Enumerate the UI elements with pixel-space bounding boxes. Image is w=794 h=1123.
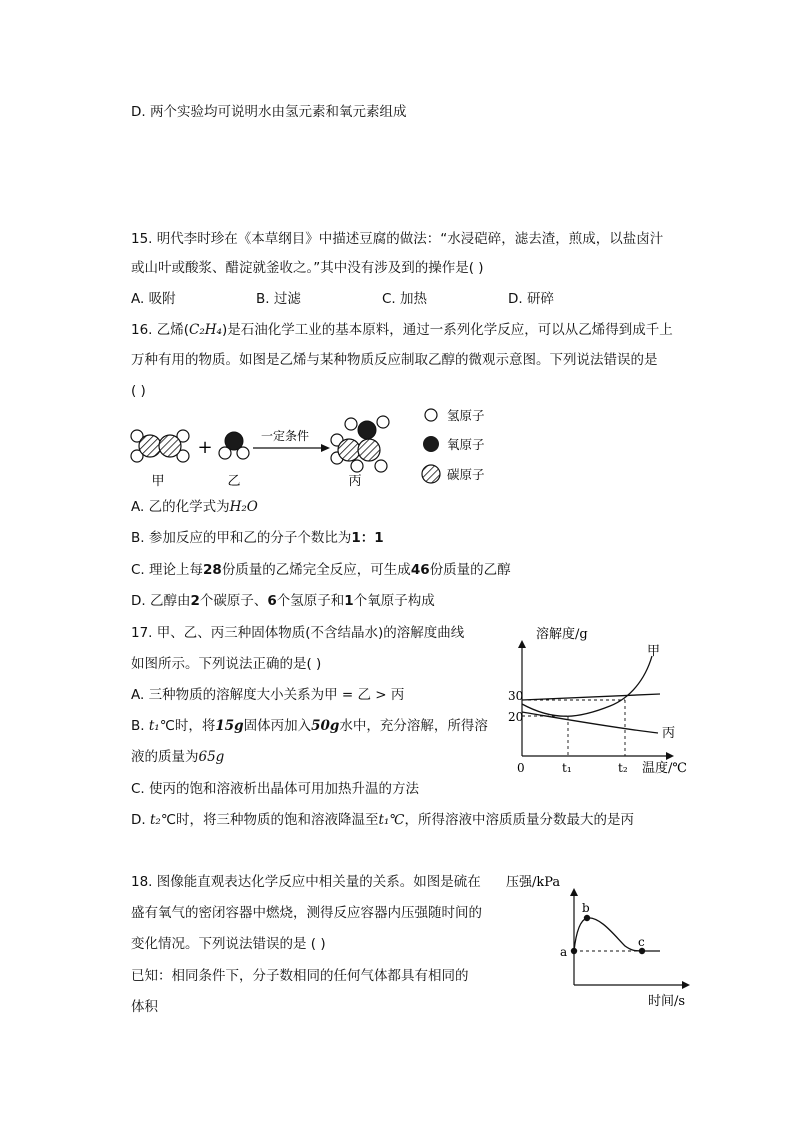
molecule-ethylene [131, 430, 189, 462]
q17-curve-yi [522, 694, 660, 700]
q18-label-b: b [582, 901, 590, 915]
legend [422, 408, 485, 483]
q18-label-c: c [638, 935, 645, 949]
q16-option-a-text: A. 乙的化学式为 [131, 499, 230, 515]
q17-option-b-part3: 水中，充分溶解，所得溶 [339, 718, 488, 734]
label-jia: 甲 [151, 474, 165, 489]
legend-hydrogen: 氢原子 [447, 408, 485, 423]
q17-option-a: A. 三种物质的溶解度大小关系为甲 = 乙 > 丙 [131, 687, 405, 703]
q15-option-b: B. 过滤 [256, 291, 301, 307]
q17-tick-t1: t₁ [562, 761, 572, 775]
q17-option-d-part1: ℃时，将三种物质的饱和溶液降温至 [160, 812, 379, 828]
q16-option-d-part4: 个氧原子构成 [353, 593, 435, 609]
q16-stem-suffix: )是石油化学工业的基本原料，通过一系列化学反应，可以从乙烯得到成千上 [221, 322, 673, 338]
q15-option-d: D. 研碎 [508, 291, 554, 307]
legend-carbon: 碳原子 [447, 467, 485, 482]
q18-stem-line1: 18. 图像能直观表达化学反应中相关量的关系。如图是硫在 [131, 874, 481, 890]
q17-option-b-mass1: 15g [215, 718, 244, 734]
q16-option-c-num1: 28 [203, 562, 222, 578]
q17-option-d-part2: ，所得溶液中溶质质量分数最大的是丙 [404, 812, 634, 828]
q16-option-b-text: B. 参加反应的甲和乙的分子个数比为 [131, 530, 352, 546]
molecule-ethanol [331, 416, 389, 472]
q17-option-b-mass3: 65g [198, 749, 225, 765]
q16-option-b-ratio: 1：1 [351, 530, 384, 546]
q17-curve-bing [522, 712, 658, 733]
q18-label-a: a [560, 945, 568, 959]
q16-stem-line1 [131, 320, 673, 340]
q18-pressure-chart [500, 868, 700, 1013]
q16-option-d [131, 591, 435, 611]
q17-chart-xlabel: 温度/℃ [642, 761, 687, 776]
q17-option-b-part4: 液的质量为 [131, 749, 199, 765]
legend-oxygen: 氧原子 [447, 437, 485, 452]
q18-point-b [584, 915, 590, 921]
q17-label-bing: 丙 [662, 726, 676, 741]
q16-option-d-num1: 2 [190, 593, 200, 609]
q16-option-d-part3: 个氢原子和 [276, 593, 345, 609]
q16-option-d-part1: D. 乙醇由 [131, 593, 191, 609]
q17-stem-line1: 17. 甲、乙、丙三种固体物质(不含结晶水)的溶解度曲线 [131, 625, 465, 641]
q16-option-b [131, 528, 384, 548]
q17-origin: 0 [517, 761, 525, 775]
q17-stem-line2: 如图所示。下列说法正确的是( ) [131, 656, 322, 672]
q16-reaction-diagram [125, 400, 505, 495]
q16-option-c-part1: C. 理论上每 [131, 562, 204, 578]
q16-option-d-part2: 个碳原子、 [199, 593, 268, 609]
q17-solubility-chart [500, 620, 700, 780]
q18-chart-xlabel: 时间/s [648, 994, 686, 1009]
reaction-arrow [253, 444, 330, 452]
q16-option-a-formula: H₂O [229, 499, 258, 515]
q17-option-b-part2: 固体丙加入 [243, 718, 312, 734]
q18-stem-line4: 已知：相同条件下，分子数相同的任何气体都具有相同的 [131, 968, 469, 984]
q14-option-d: D. 两个实验均可说明水由氢元素和氧元素组成 [131, 104, 407, 120]
q16-stem-prefix: 16. 乙烯( [131, 322, 190, 338]
q17-option-c: C. 使丙的饱和溶液析出晶体可用加热升温的方法 [131, 781, 420, 797]
q15-stem-line1: 15. 明代李时珍在《本草纲目》中描述豆腐的做法：“水浸硙碎，滤去渣，煎成，以盐卤汁 [131, 231, 664, 247]
q17-label-jia: 甲 [647, 644, 661, 659]
q17-option-b-line1 [131, 716, 488, 736]
q18-pressure-curve [574, 918, 660, 951]
q17-option-d-t1: t₁℃ [378, 812, 405, 828]
q15-option-c: C. 加热 [382, 291, 428, 307]
q17-option-d-label: D. [131, 812, 150, 828]
q17-tick-30: 30 [508, 689, 524, 703]
q16-option-c-num2: 46 [410, 562, 430, 578]
q17-option-b-t1: t₁ [148, 718, 160, 734]
q16-formula-ethylene: C₂H₄ [189, 322, 222, 338]
q17-option-b-mass2: 50g [311, 718, 340, 734]
q18-point-a [571, 948, 577, 954]
plus-sign: + [197, 437, 213, 458]
q17-chart-ylabel: 溶解度/g [536, 627, 588, 642]
label-bing: 丙 [348, 474, 362, 489]
q16-option-d-num3: 1 [344, 593, 354, 609]
q15-option-a: A. 吸附 [131, 291, 176, 307]
q16-stem-line3: ( ) [131, 383, 146, 399]
q16-stem-line2: 万种有用的物质。如图是乙烯与某种物质反应制取乙醇的微观示意图。下列说法错误的是 [131, 352, 658, 368]
q17-chart-guides [522, 700, 625, 756]
label-yi: 乙 [227, 474, 241, 489]
q17-tick-t2: t₂ [618, 761, 628, 775]
q17-option-b-part1: ℃时，将 [159, 718, 216, 734]
q16-option-c-part2: 份质量的乙烯完全反应，可生成 [221, 562, 411, 578]
q15-stem-line2: 或山叶或酸浆、醋淀就釜收之。”其中没有涉及到的操作是( ) [131, 260, 484, 276]
q18-chart-ylabel: 压强/kPa [506, 875, 561, 890]
q17-option-d [131, 810, 634, 830]
reaction-condition: 一定条件 [260, 429, 310, 443]
q18-stem-line5: 体积 [131, 999, 158, 1015]
q17-option-b-line2 [131, 747, 224, 767]
q18-stem-line3: 变化情况。下列说法错误的是 ( ) [131, 936, 326, 952]
q17-option-d-t2: t₂ [149, 812, 161, 828]
q17-curve-jia [522, 656, 652, 716]
q16-option-c-part3: 份质量的乙醇 [429, 562, 511, 578]
molecule-water [219, 432, 249, 459]
q17-option-b-label: B. [131, 718, 149, 734]
q16-option-a [131, 497, 258, 517]
q18-stem-line2: 盛有氧气的密闭容器中燃烧，测得反应容器内压强随时间的 [131, 905, 482, 921]
q16-option-c [131, 560, 511, 580]
q16-option-d-num2: 6 [267, 593, 277, 609]
q17-tick-20: 20 [508, 710, 524, 724]
